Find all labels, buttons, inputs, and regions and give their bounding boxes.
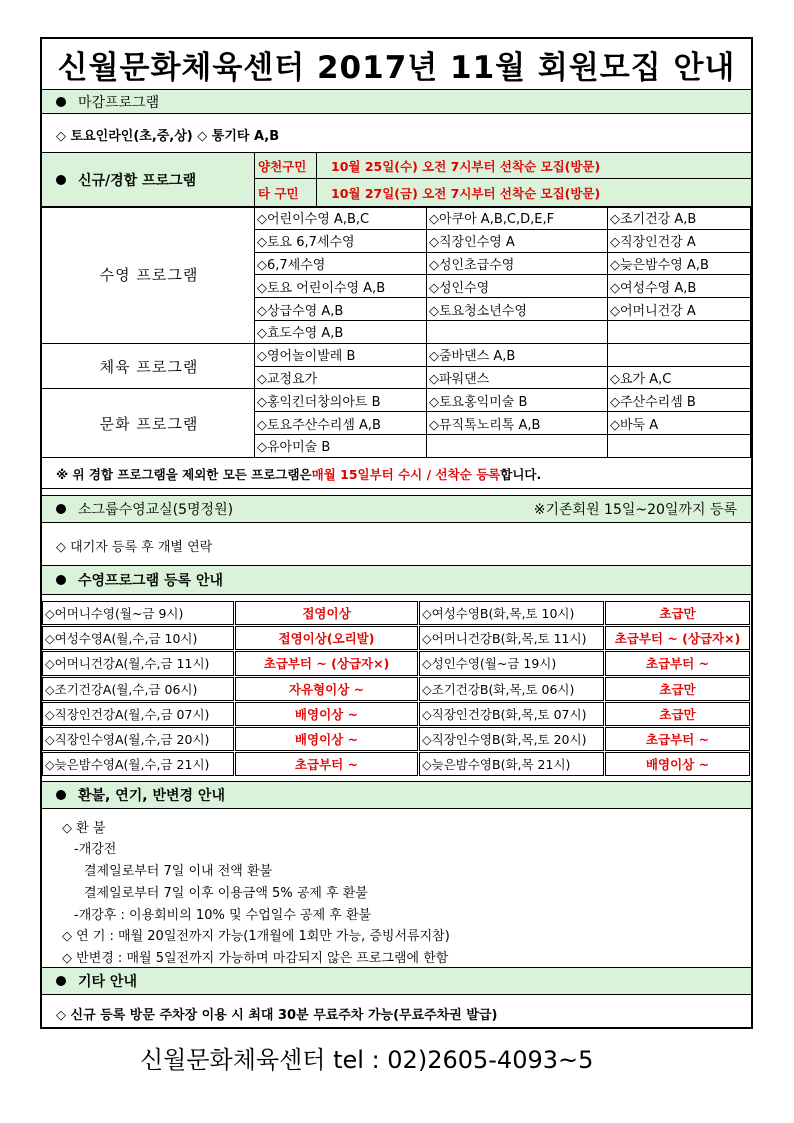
- registration-level: 초급만: [605, 702, 750, 726]
- programs-table: [42, 207, 751, 494]
- registration-level: 배영이상 ~: [235, 702, 418, 726]
- program-cell: ◇유아미술 B: [255, 435, 427, 458]
- notice-frame: [40, 37, 753, 1029]
- program-cell: ◇교정요가: [255, 367, 427, 390]
- bullet-dot-icon: [56, 97, 66, 107]
- program-cell: ◇조기건강 A,B: [608, 207, 751, 230]
- registration-level: 배영이상 ~: [605, 752, 750, 776]
- program-cell: ◇6,7세수영: [255, 253, 427, 276]
- program-cell: [608, 435, 751, 458]
- registration-class: ◇늦은밤수영B(화,목 21시): [419, 752, 604, 776]
- closing-heading: 마감프로그램: [42, 89, 751, 114]
- program-category-swim: 수영 프로그램: [42, 207, 255, 344]
- program-cell: ◇홍익킨더창의아트 B: [255, 389, 427, 412]
- program-cell: ◇효도수영 A,B: [255, 321, 427, 344]
- program-cell: ◇뮤직톡노리톡 A,B: [427, 412, 608, 435]
- program-cell: ◇성인수영: [427, 275, 608, 298]
- program-cell: [427, 321, 608, 344]
- program-cell: ◇요가 A,C: [608, 367, 751, 390]
- registration-class: ◇직장인건강A(월,수,금 07시): [42, 702, 234, 726]
- registration-heading: 수영프로그램 등록 안내: [42, 565, 751, 595]
- program-cell: ◇토요 6,7세수영: [255, 230, 427, 253]
- registration-level: 접영이상(오리발): [235, 626, 418, 650]
- program-cell: ◇상급수영 A,B: [255, 298, 427, 321]
- program-cell: ◇파워댄스: [427, 367, 608, 390]
- refund-heading: 환불, 연기, 반변경 안내: [42, 781, 751, 809]
- registration-class: ◇조기건강B(화,목,토 06시): [419, 677, 604, 701]
- bullet-dot-icon: [56, 175, 66, 185]
- program-cell: ◇늦은밤수영 A,B: [608, 253, 751, 276]
- program-cell: ◇어린이수영 A,B,C: [255, 207, 427, 230]
- registration-class: ◇어머니수영(월~금 9시): [42, 601, 234, 625]
- registration-class: ◇직장인수영B(화,목,토 20시): [419, 727, 604, 751]
- bullet-dot-icon: [56, 976, 66, 986]
- registration-class: ◇어머니건강A(월,수,금 11시): [42, 651, 234, 675]
- registration-class: ◇늦은밤수영A(월,수,금 21시): [42, 752, 234, 776]
- registration-level: 초급부터 ~ (상급자×): [605, 626, 750, 650]
- refund-body: ◇ 환 불 -개강전 결제일로부터 7일 이내 전액 환불 결제일로부터 7일 이후 이용금액 5% 공제 후 환불 -개강후 : 이용회비의 10% 및 수업일수 공제 후 환불 ◇ 연 기 : 매월 20일전까지 가능(1개월에 1회만 가능, 증빙서류지참) ◇ 반변경 : 매월 5일전까지 가능하며 마감되지 않은 프로그램에 한함: [62, 821, 450, 966]
- program-cell: ◇주산수리셈 B: [608, 389, 751, 412]
- registration-level: 자유형이상 ~: [235, 677, 418, 701]
- bullet-dot-icon: [56, 790, 66, 800]
- registration-class: ◇어머니건강B(화,목,토 11시): [419, 626, 604, 650]
- table-divider: [42, 207, 751, 208]
- registration-class: ◇직장인건강B(화,목,토 07시): [419, 702, 604, 726]
- bullet-dot-icon: [56, 504, 66, 514]
- program-cell: ◇줌바댄스 A,B: [427, 344, 608, 367]
- program-cell: [608, 321, 751, 344]
- etc-heading: 기타 안내: [42, 967, 751, 995]
- program-cell: ◇영어놀이발레 B: [255, 344, 427, 367]
- registration-class: ◇여성수영B(화,목,토 10시): [419, 601, 604, 625]
- program-category-culture: 문화 프로그램: [42, 389, 255, 457]
- page-title: 신월문화체육센터 2017년 11월 회원모집 안내: [57, 49, 736, 86]
- registration-class: ◇성인수영(월~금 19시): [419, 651, 604, 675]
- registration-level: 초급부터 ~ (상급자×): [235, 651, 418, 675]
- program-cell: ◇아쿠아 A,B,C,D,E,F: [427, 207, 608, 230]
- small-group-heading: 소그룹수영교실(5명정원) ※기존회원 15일~20일까지 등록: [42, 495, 751, 523]
- registration-level: 초급부터 ~: [605, 651, 750, 675]
- closing-items: ◇ 토요인라인(초,중,상) ◇ 통기타 A,B: [56, 128, 280, 144]
- program-cell: ◇토요 어린이수영 A,B: [255, 275, 427, 298]
- registration-level: 초급만: [605, 677, 750, 701]
- registration-level: 초급부터 ~: [235, 752, 418, 776]
- registration-level: 배영이상 ~: [235, 727, 418, 751]
- registration-level: 초급만: [605, 601, 750, 625]
- program-cell: ◇토요주산수리셈 A,B: [255, 412, 427, 435]
- registration-level: 초급부터 ~: [605, 727, 750, 751]
- program-cell: [608, 344, 751, 367]
- registration-class: ◇여성수영A(월,수,금 10시): [42, 626, 234, 650]
- registration-class: ◇조기건강A(월,수,금 06시): [42, 677, 234, 701]
- registration-level: 접영이상: [235, 601, 418, 625]
- small-group-line: ◇ 대기자 등록 후 개별 연락: [56, 539, 213, 555]
- etc-line: ◇ 신규 등록 방문 주차장 이용 시 최대 30분 무료주차 가능(무료주차권 발급): [56, 1007, 498, 1023]
- program-cell: ◇여성수영 A,B: [608, 275, 751, 298]
- newjoint-heading: 신규/경합 프로그램: [42, 153, 255, 206]
- newjoint-block: [42, 152, 751, 207]
- program-cell: ◇바둑 A: [608, 412, 751, 435]
- program-cell: ◇토요홍익미술 B: [427, 389, 608, 412]
- program-cell: ◇어머니건강 A: [608, 298, 751, 321]
- programs-note: ※ 위 경합 프로그램을 제외한 모든 프로그램은 매월 15일부터 수시 / 선착순 등록 합니다.: [42, 459, 751, 489]
- program-cell: ◇직장인수영 A: [427, 230, 608, 253]
- program-cell: [427, 435, 608, 458]
- registration-table: [42, 601, 751, 779]
- bullet-dot-icon: [56, 575, 66, 585]
- newjoint-row-2: 타 구민 10월 27일(금) 오전 7시부터 선착순 모집(방문): [255, 179, 751, 206]
- program-cell: ◇성인초급수영: [427, 253, 608, 276]
- footer-contact: 신월문화체육센터 tel : 02)2605-4093~5: [140, 1046, 594, 1074]
- newjoint-row-1: 양천구민 10월 25일(수) 오전 7시부터 선착순 모집(방문): [255, 153, 751, 179]
- program-cell: ◇직장인건강 A: [608, 230, 751, 253]
- registration-class: ◇직장인수영A(월,수,금 20시): [42, 727, 234, 751]
- program-category-sport: 체육 프로그램: [42, 344, 255, 390]
- program-cell: ◇토요청소년수영: [427, 298, 608, 321]
